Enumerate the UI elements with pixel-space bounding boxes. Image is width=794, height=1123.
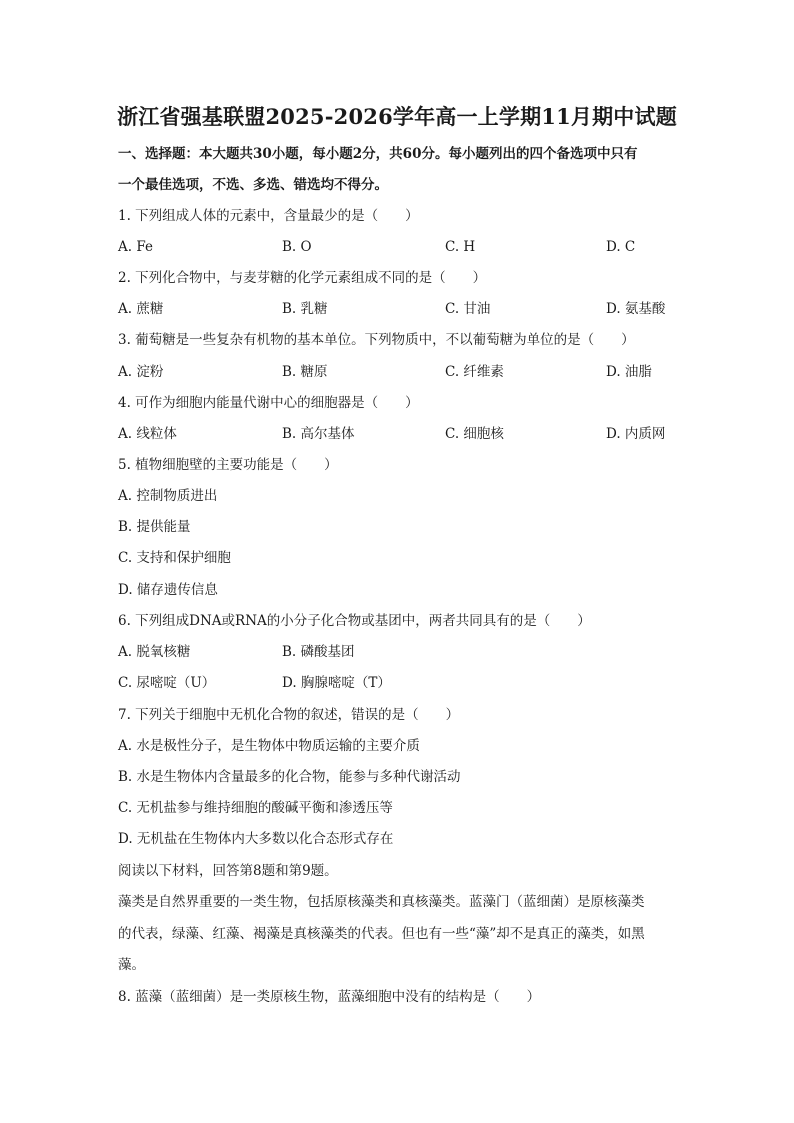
question-7-option-a: A. 水是极性分子，是生物体中物质运输的主要介质 bbox=[118, 738, 420, 754]
page-title: 浙江省强基联盟2025-2026学年高一上学期11月期中试题 bbox=[117, 104, 677, 129]
question-1-option-d: D. C bbox=[606, 239, 636, 255]
section-instructions-line2: 一个最佳选项，不选、多选、错选均不得分。 bbox=[118, 177, 388, 193]
question-4-option-a: A. 线粒体 bbox=[118, 426, 177, 442]
question-2-stem: 2. 下列化合物中，与麦芽糖的化学元素组成不同的是（ ） bbox=[118, 270, 487, 286]
section-instructions-line1: 一、选择题：本大题共30小题，每小题2分，共60分。每小题列出的四个备选项中只有 bbox=[118, 146, 638, 162]
question-4-option-d: D. 内质网 bbox=[606, 426, 666, 442]
question-8-stem: 8. 蓝藻（蓝细菌）是一类原核生物，蓝藻细胞中没有的结构是（ ） bbox=[118, 989, 541, 1005]
question-2-option-d: D. 氨基酸 bbox=[606, 301, 666, 317]
question-1-option-c: C. H bbox=[445, 239, 476, 255]
question-4-stem: 4. 可作为细胞内能量代谢中心的细胞器是（ ） bbox=[118, 395, 419, 411]
question-7-stem: 7. 下列关于细胞中无机化合物的叙述，错误的是（ ） bbox=[118, 707, 460, 723]
reading-intro: 阅读以下材料，回答第8题和第9题。 bbox=[118, 863, 338, 879]
question-3-option-d: D. 油脂 bbox=[606, 364, 652, 380]
question-5-option-b: B. 提供能量 bbox=[118, 519, 191, 535]
question-7-option-d: D. 无机盐在生物体内大多数以化合态形式存在 bbox=[118, 831, 394, 847]
question-2-option-b: B. 乳糖 bbox=[282, 301, 328, 317]
question-6-option-a: A. 脱氧核糖 bbox=[118, 644, 191, 660]
question-1-stem: 1. 下列组成人体的元素中，含量最少的是（ ） bbox=[118, 208, 419, 224]
question-5-option-d: D. 储存遗传信息 bbox=[118, 582, 218, 598]
reading-paragraph-line1: 藻类是自然界重要的一类生物，包括原核藻类和真核藻类。蓝藻门（蓝细菌）是原核藻类 bbox=[118, 894, 645, 910]
question-4-option-c: C. 细胞核 bbox=[445, 426, 504, 442]
question-6-option-b: B. 磷酸基团 bbox=[282, 644, 355, 660]
question-5-option-c: C. 支持和保护细胞 bbox=[118, 550, 231, 566]
question-7-option-b: B. 水是生物体内含量最多的化合物，能参与多种代谢活动 bbox=[118, 769, 461, 785]
question-2-option-c: C. 甘油 bbox=[445, 301, 491, 317]
reading-paragraph-line3: 藻。 bbox=[118, 957, 145, 973]
question-7-option-c: C. 无机盐参与维持细胞的酸碱平衡和渗透压等 bbox=[118, 800, 393, 816]
question-6-option-d: D. 胸腺嘧啶（T） bbox=[282, 675, 391, 691]
question-6-stem: 6. 下列组成DNA或RNA的小分子化合物或基团中，两者共同具有的是（ ） bbox=[118, 613, 591, 629]
question-3-option-c: C. 纤维素 bbox=[445, 364, 504, 380]
question-3-option-a: A. 淀粉 bbox=[118, 364, 164, 380]
question-4-option-b: B. 高尔基体 bbox=[282, 426, 355, 442]
question-2-option-a: A. 蔗糖 bbox=[118, 301, 164, 317]
question-3-option-b: B. 糖原 bbox=[282, 364, 328, 380]
reading-paragraph-line2: 的代表，绿藻、红藻、褐藻是真核藻类的代表。但也有一些“藻”却不是真正的藻类，如黑 bbox=[118, 926, 645, 942]
question-6-option-c: C. 尿嘧啶（U） bbox=[118, 675, 216, 691]
question-1-option-a: A. Fe bbox=[118, 239, 153, 255]
question-5-stem: 5. 植物细胞壁的主要功能是（ ） bbox=[118, 457, 338, 473]
question-5-option-a: A. 控制物质进出 bbox=[118, 488, 218, 504]
question-1-option-b: B. O bbox=[282, 239, 312, 255]
question-3-stem: 3. 葡萄糖是一些复杂有机物的基本单位。下列物质中，不以葡萄糖为单位的是（ ） bbox=[118, 332, 635, 348]
